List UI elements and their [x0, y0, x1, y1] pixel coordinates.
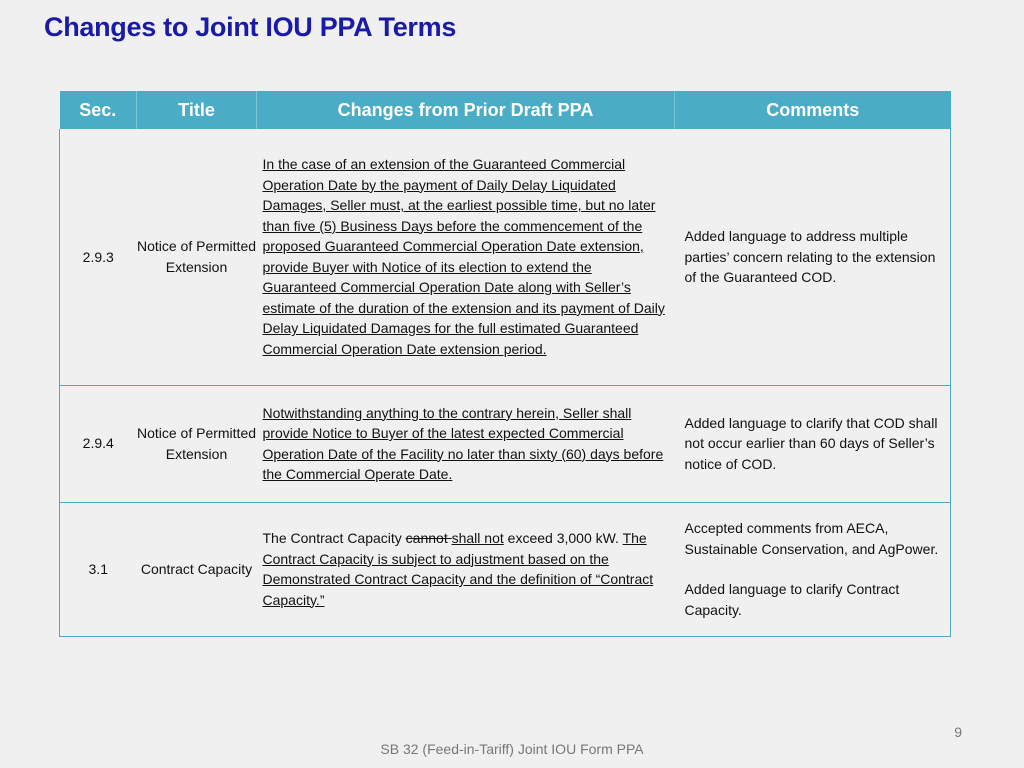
- plain-text: The Contract Capacity: [262, 530, 406, 546]
- cell-sec: 2.9.3: [60, 129, 137, 385]
- deleted-text: cannot: [405, 530, 452, 546]
- header-sec: Sec.: [60, 91, 137, 129]
- cell-comments: [675, 129, 951, 385]
- comment-text: Added language to address multiple parties’ concern relating to the extension of the Guaranteed COD.: [684, 228, 936, 285]
- ppa-changes-table: [59, 91, 951, 637]
- cell-title: Contract Capacity: [137, 502, 257, 636]
- cell-sec: 2.9.4: [60, 385, 137, 502]
- cell-changes: [257, 385, 675, 502]
- comment-text: Added language to clarify Contract Capacity.: [684, 581, 900, 618]
- table-header-row: [60, 91, 951, 129]
- cell-sec: 3.1: [60, 502, 137, 636]
- header-title: Title: [137, 91, 257, 129]
- cell-title: Notice of Permitted Extension: [137, 129, 257, 385]
- plain-text: exceed 3,000 kW.: [503, 530, 623, 546]
- table-row: [60, 502, 951, 636]
- slide-title: Changes to Joint IOU PPA Terms: [44, 12, 457, 42]
- slide-footer: SB 32 (Feed-in-Tariff) Joint IOU Form PPA: [380, 741, 644, 757]
- table-row: [60, 129, 951, 385]
- header-comments: Comments: [675, 91, 951, 129]
- table-row: [60, 385, 951, 502]
- cell-title: Notice of Permitted Extension: [137, 385, 257, 502]
- inserted-text: In the case of an extension of the Guaranteed Commercial Operation Date by the payment of Daily Delay Liquidated Damages, Seller must, at the earliest possible time, but no later than five (5) Business Days before the commencement of the proposed Guaranteed Commercial Operation Date extension, provide Buyer with Notice of its election to extend the Guaranteed Commercial Operation Date along with Seller’s estimate of the duration of the extension and its payment of Daily Delay Liquidated Damages for the full estimated Guaranteed Commercial Operation Date extension period.: [262, 156, 665, 357]
- comment-text: Accepted comments from AECA, Sustainable Conservation, and AgPower.: [684, 520, 939, 557]
- cell-changes: [257, 502, 675, 636]
- comment-text: Added language to clarify that COD shall not occur earlier than 60 days of Seller’s notice of COD.: [684, 414, 938, 472]
- cell-comments: [675, 385, 951, 502]
- header-changes: Changes from Prior Draft PPA: [257, 91, 675, 129]
- inserted-text: shall not: [451, 530, 504, 546]
- paragraph-gap: [685, 559, 943, 579]
- page-number: 9: [954, 724, 962, 740]
- cell-changes: [257, 129, 675, 385]
- inserted-text: Notwithstanding anything to the contrary herein, Seller shall provide Notice to Buyer of the latest expected Commercial Operation Date of the Facility no later than sixty (60) days before the Commercial Operate Date.: [262, 404, 664, 482]
- cell-comments: [675, 502, 951, 636]
- inserted-text: The Contract Capacity is subject to adjustment based on the Demonstrated Contract Capacity and the definition of “Contract Capacity.”: [262, 530, 654, 608]
